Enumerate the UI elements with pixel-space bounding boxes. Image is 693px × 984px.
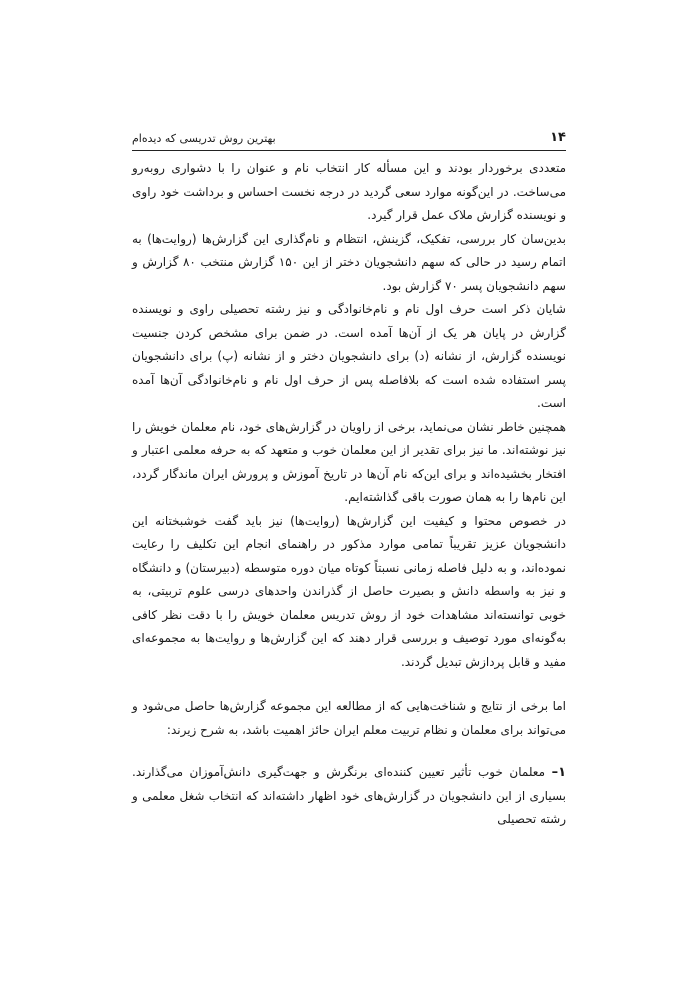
paragraph: در خصوص محتوا و کیفیت این گزارش‌ها (روایت‌ها) نیز باید گفت خوشبختانه این دانشجویان عزیز تقریباً تمامی موارد مذکور در راهنمای انجام این تکلیف را رعایت نموده‌اند، و به دلیل فاصله زمانی نسبتاً کوتاه میان دوره متوسطه (دبیرستان) و دانشگاه و نیز به واسطه دانش و بصیرت حاصل از گذراندن واحدهای درسی علوم تربیتی، به خوبی توانسته‌اند مشاهدات خود از روش تدریس معلمان خویش را با دقت نظر کافی به‌گونه‌ای مورد توصیف و بررسی قرار دهند که این گزارش‌ها و روایت‌ها به مجموعه‌ای مفید و قابل پردازش تبدیل گردند. (132, 513, 566, 669)
running-title: بهترین روش تدریسی که دیده‌ام (132, 132, 276, 145)
page-number: ۱۴ (550, 130, 566, 145)
paragraph: بدین‌سان کار بررسی، تفکیک، گزینش، انتظام و نام‌گذاری این گزارش‌ها (روایت‌ها) به اتمام رسید در حالی که سهم دانشجویان دختر از این ۱۵۰ گزارش منتخب ۸۰ گزارش و سهم دانشجویان پسر ۷۰ گزارش بود. (132, 231, 566, 293)
paragraph: شایان ذکر است حرف اول نام و نام‌خانوادگی و نیز رشته تحصیلی راوی و نویسنده گزارش در پایان هر یک از آن‌ها آمده است. در ضمن برای مشخص کردن جنسیت نویسنده گزارش، از نشانه (د) برای دانشجویان دختر و از نشانه (پ) برای دانشجویان پسر استفاده شده است که بلافاصله پس از حرف اول نام و نام‌خانوادگی آن‌ها آمده است. (132, 302, 566, 410)
paragraph: متعددی برخوردار بودند و این مسأله کار انتخاب نام و عنوان را با دشواری روبه‌رو می‌ساخت. در این‌گونه موارد سعی گردید در درجه نخست احساس و برداشت خود راوی و نویسنده گزارش ملاک عمل قرار گیرد. (132, 161, 566, 222)
item-number: ۱– (551, 765, 566, 780)
page-header (132, 128, 566, 151)
paragraph: اما برخی از نتایج و شناخت‌هایی که از مطالعه این مجموعه گزارش‌ها حاصل می‌شود و می‌تواند برای معلمان و نظام تربیت معلم ایران حائز اهمیت باشد، به شرح زیرند: (132, 699, 566, 737)
numbered-item (132, 761, 566, 832)
paragraph: همچنین خاطر نشان می‌نماید، برخی از راویان در گزارش‌های خود، نام معلمان خویش را نیز نوشته‌اند. ما نیز برای تقدیر از این معلمان خوب و متعهد که به حرفه معلمی اعتبار و افتخار بخشیده‌اند و برای این‌که نام آن‌ها در تاریخ آموزش و پرورش ایران ماندگار گردد، این نام‌ها را به همان صورت باقی گذاشته‌ایم. (132, 419, 566, 504)
item-text: معلمان خوب تأثیر تعیین کننده‌ای برنگرش و جهت‌گیری دانش‌آموزان می‌گذارند. بسیاری از این دانشجویان در گزارش‌های خود اظهار داشته‌اند که انتخاب شغل معلمی و رشته تحصیلی (132, 765, 566, 826)
body-text (132, 157, 566, 832)
